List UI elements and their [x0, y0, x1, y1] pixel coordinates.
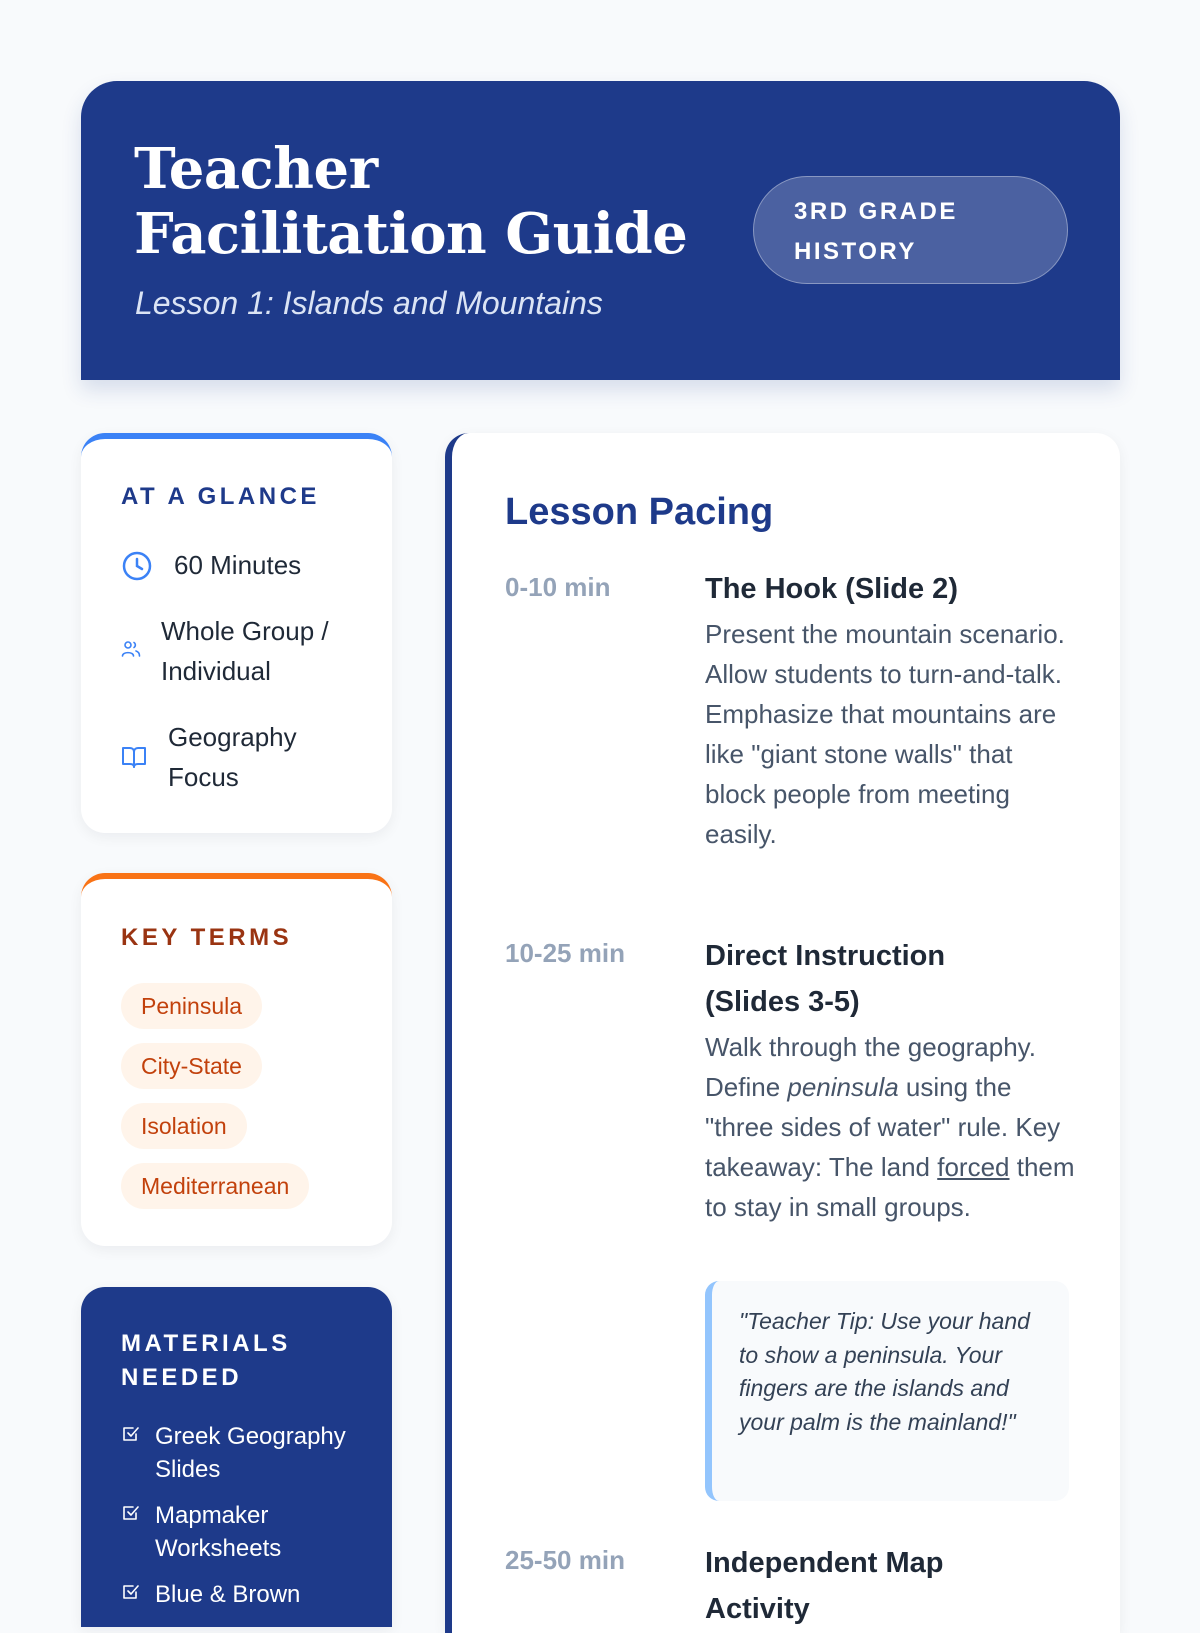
material-item [121, 1499, 361, 1565]
page-title: Teacher Facilitation Guide [134, 136, 688, 267]
checkbox-icon [121, 1582, 141, 1602]
glance-item-duration [121, 545, 361, 585]
grade-badge: 3RD GRADE HISTORY [753, 176, 1068, 284]
glance-item-text: Whole Group / Individual [161, 616, 329, 686]
pace-title: Independent Map Activity [705, 1547, 944, 1625]
checkbox-icon [121, 1503, 141, 1523]
pacing-title: Lesson Pacing [505, 491, 774, 533]
lesson-pacing-card [445, 433, 1120, 1633]
pace-time: 25-50 min [505, 1545, 625, 1575]
glance-item-text: 60 Minutes [174, 550, 302, 580]
material-text: Greek Geography Slides [155, 1423, 346, 1483]
key-terms-card [81, 873, 392, 1246]
pace-title: The Hook (Slide 2) [705, 573, 958, 605]
pace-title: Direct Instruction (Slides 3-5) [705, 940, 946, 1018]
glance-item-text: Geography Focus [168, 722, 297, 792]
material-item [121, 1578, 361, 1611]
term-pill: Peninsula [121, 983, 262, 1029]
lesson-subtitle: Lesson 1: Islands and Mountains [135, 285, 603, 321]
pace-time: 10-25 min [505, 938, 625, 968]
checkbox-icon [121, 1424, 141, 1444]
term-pill: Mediterranean [121, 1163, 309, 1209]
book-icon [121, 745, 147, 769]
at-a-glance-heading: AT A GLANCE [121, 483, 320, 510]
material-item [121, 1420, 361, 1486]
glance-item-grouping [121, 611, 361, 691]
material-text: Blue & Brown [155, 1581, 301, 1608]
pace-time: 0-10 min [505, 572, 611, 602]
users-icon [121, 639, 141, 659]
term-pill: City-State [121, 1043, 262, 1089]
materials-card [81, 1287, 392, 1627]
pace-description: Walk through the geography. Define peninsula using the "three sides of water" rule. Key takeaway: The land forced them to stay in small groups. [705, 1032, 1075, 1222]
key-terms-heading: KEY TERMS [121, 924, 293, 951]
clock-icon [121, 550, 153, 582]
at-a-glance-card [81, 433, 392, 833]
teacher-tip: "Teacher Tip: Use your hand to show a peninsula. Your fingers are the islands and your palm is the mainland!" [705, 1281, 1069, 1501]
pace-description: Present the mountain scenario. Allow students to turn-and-talk. Emphasize that mountains are like "giant stone walls" that block people from meeting easily. [705, 619, 1065, 849]
page-header [81, 81, 1120, 380]
materials-heading: MATERIALS NEEDED [121, 1330, 291, 1391]
glance-item-focus [121, 717, 361, 797]
term-pill: Isolation [121, 1103, 247, 1149]
material-text: Mapmaker Worksheets [155, 1502, 282, 1562]
